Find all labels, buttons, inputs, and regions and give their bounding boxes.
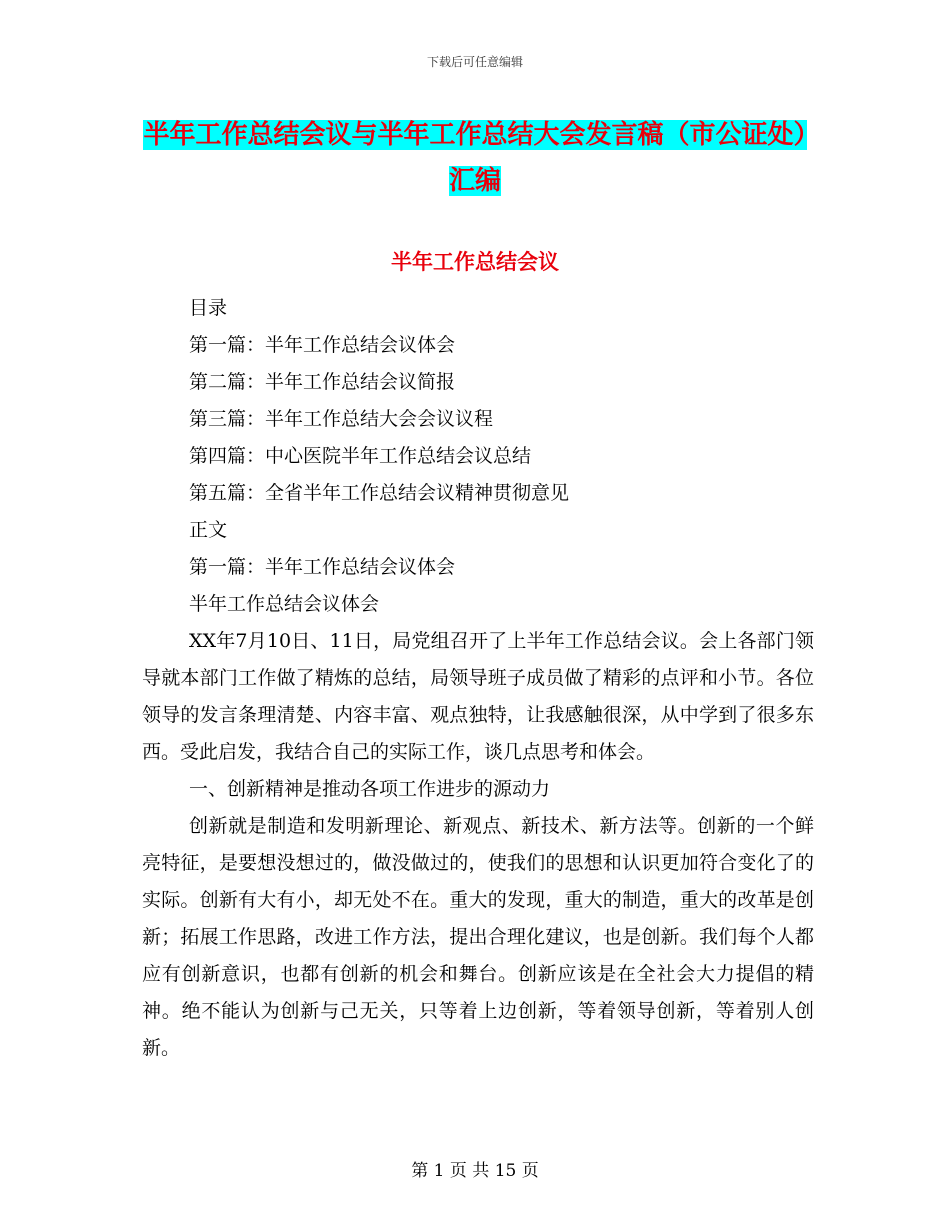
toc-item: 第三篇：半年工作总结大会会议议程 [189,408,494,430]
toc-item: 第五篇：全省半年工作总结会议精神贯彻意见 [189,482,570,504]
toc-heading: 目录 [189,297,228,319]
section-heading: 一、创新精神是推动各项工作进步的源动力 [189,778,551,800]
page-footer: 第 1 页 共 15 页 [411,1161,539,1181]
paragraph: 创新就是制造和发明新理论、新观点、新技术、新方法等。创新的一个鲜亮特征，是要想没想过的，做没做过的，使我们的思想和认识更加符合变化了的实际。创新有大有小，却无处不在。重大的发现，重大的制造，重大的改革是创新；拓展工作思路，改进工作方法，提出合理化建议，也是创新。我们每个人都应有创新意识，也都有创新的机会和舞台。创新应该是在全社会大力提倡的精神。绝不能认为创新与己无关，只等着上边创新，等着领导创新，等着别人创新。 [142,815,814,1059]
toc-item: 第二篇：半年工作总结会议简报 [189,371,456,393]
zhengwen-heading: 正文 [189,519,228,541]
section-subtitle: 半年工作总结会议 [391,250,559,274]
toc-item: 第一篇：半年工作总结会议体会 [189,334,456,356]
document-title [140,112,810,204]
chapter-heading: 第一篇：半年工作总结会议体会 [189,556,456,578]
document-body [142,290,814,1067]
toc-item: 第四篇：中心医院半年工作总结会议总结 [189,445,532,467]
page-header-note: 下载后可任意编辑 [426,55,523,69]
document-title-text: 半年工作总结会议与半年工作总结大会发言稿（市公证处）汇编 [143,120,807,196]
paragraph: XX年7月10日、11日，局党组召开了上半年工作总结会议。会上各部门领导就本部门工作做了精炼的总结，局领导班子成员做了精彩的点评和小节。各位领导的发言条理清楚、内容丰富、观点独特，让我感触很深，从中学到了很多东西。受此启发，我结合自己的实际工作，谈几点思考和体会。 [142,630,814,763]
article-title: 半年工作总结会议体会 [189,593,380,615]
